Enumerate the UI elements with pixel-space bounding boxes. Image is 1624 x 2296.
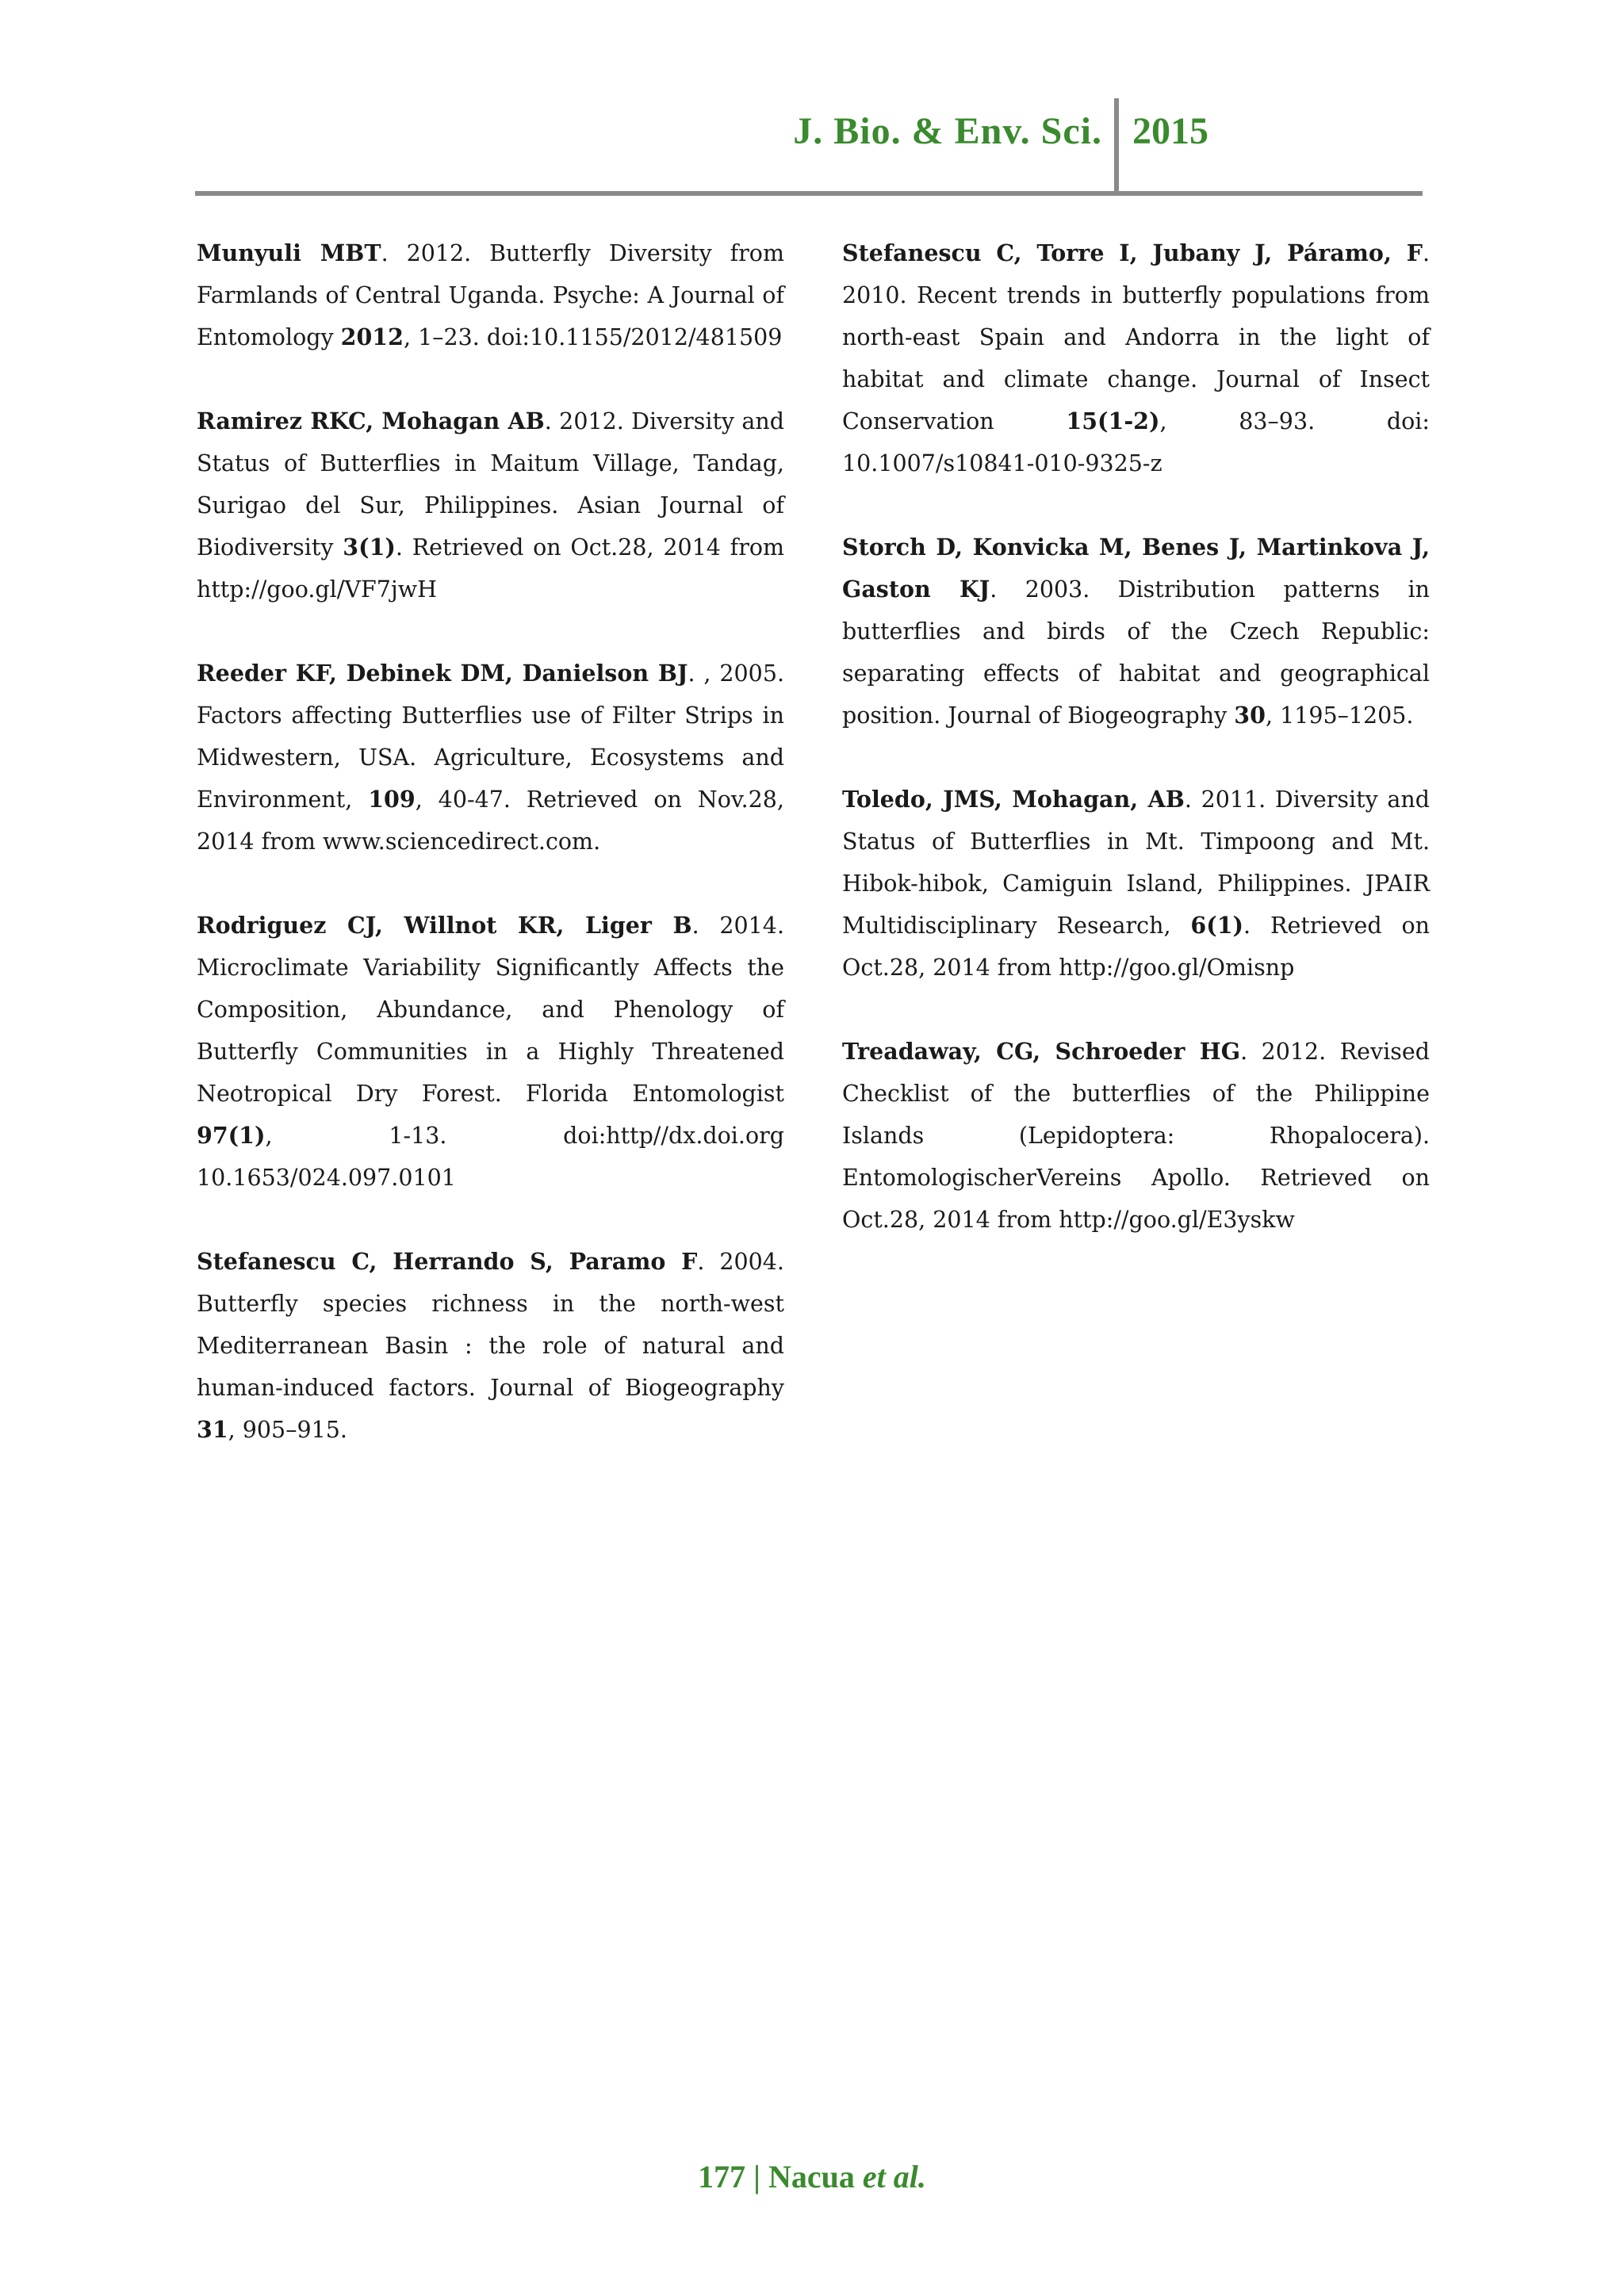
reference-text: , 1–23. doi:10.1155/2012/481509: [403, 324, 783, 350]
reference-authors: Munyuli MBT: [197, 239, 381, 266]
page-footer: [0, 2158, 1624, 2195]
reference-volume: 2012: [340, 323, 404, 350]
reference-entry: [197, 1241, 784, 1451]
reference-volume: 6(1): [1190, 912, 1244, 939]
reference-text: . 2012. Revised Checklist of the butterflies of the Philippine Islands (Lepidoptera: Rhopalocera). EntomologischerVereins Apollo. Retrieved on Oct.28, 2014 from http://goo.gl/E3yskw: [842, 1039, 1431, 1233]
journal-title: J. Bio. & Env. Sci.: [793, 110, 1102, 152]
reference-text: . Retrieved on Oct.28, 2014 from http://goo.gl/Omisnp: [842, 913, 1430, 981]
reference-text: . 2011. Diversity and Status of Butterflies in Mt. Timpoong and Mt. Hibok-hibok, Camiguin Island, Philippines. JPAIR Multidisciplinary Research,: [842, 786, 1430, 939]
reference-text: . 2012. Butterfly Diversity from Farmlands of Central Uganda. Psyche: A Journal of Entomology: [197, 240, 784, 350]
reference-text: . , 2005. Factors affecting Butterflies use of Filter Strips in Midwestern, USA. Agriculture, Ecosystems and Environment,: [197, 660, 785, 813]
reference-authors: Reeder KF, Debinek DM, Danielson BJ: [197, 660, 688, 687]
reference-entry: [197, 232, 784, 358]
reference-entry: [842, 779, 1430, 989]
reference-text: , 1-13. doi:http//dx.doi.org 10.1653/024.097.0101: [197, 1123, 784, 1191]
reference-text: , 1195–1205.: [1265, 702, 1414, 729]
header-divider-horizontal: [195, 191, 1423, 196]
reference-volume: 31: [197, 1416, 228, 1443]
reference-volume: 97(1): [197, 1122, 266, 1149]
page-header: [0, 0, 1624, 206]
reference-authors: Ramirez RKC, Mohagan AB: [197, 408, 545, 434]
reference-entry: [842, 526, 1430, 737]
et-al: et al.: [862, 2159, 926, 2195]
references-right-column: [842, 232, 1430, 1283]
reference-entry: [197, 400, 784, 610]
reference-text: . 2003. Distribution patterns in butterflies and birds of the Czech Republic: separating effects of habitat and geographical position. Journal of Biogeography: [842, 576, 1430, 729]
header-divider-vertical: [1114, 98, 1119, 192]
reference-entry: [197, 905, 784, 1199]
reference-volume: 109: [368, 786, 416, 813]
reference-authors: Rodriguez CJ, Willnot KR, Liger B: [197, 912, 692, 939]
journal-year: 2015: [1132, 110, 1208, 152]
reference-text: . Retrieved on Oct.28, 2014 from http://goo.gl/VF7jwH: [197, 534, 784, 603]
reference-text: . 2004. Butterfly species richness in the north-west Mediterranean Basin : the role of natural and human-induced factors. Journal of Biogeography: [197, 1249, 784, 1401]
reference-authors: Storch D, Konvicka M, Benes J, Martinkova J, Gaston KJ: [842, 534, 1430, 603]
reference-authors: Toledo, JMS, Mohagan, AB: [842, 786, 1185, 813]
reference-authors: Stefanescu C, Torre I, Jubany J, Páramo, F: [842, 239, 1423, 266]
reference-volume: 30: [1234, 702, 1266, 729]
reference-authors: Treadaway, CG, Schroeder HG: [842, 1038, 1241, 1065]
reference-text: , 83–93. doi: 10.1007/s10841-010-9325-z: [842, 408, 1430, 476]
reference-volume: 3(1): [343, 534, 396, 561]
reference-entry: [842, 232, 1430, 484]
reference-text: , 905–915.: [228, 1417, 347, 1443]
reference-entry: [197, 652, 784, 863]
reference-volume: 15(1-2): [1066, 408, 1160, 434]
reference-text: . 2014. Microclimate Variability Significantly Affects the Composition, Abundance, and Phenology of Butterfly Communities in a Highly Threatened Neotropical Dry Forest. Florida Entomologist: [197, 913, 785, 1107]
page-number-author: 177 | Nacua: [698, 2159, 863, 2195]
reference-entry: [842, 1031, 1430, 1241]
reference-text: . 2012. Diversity and Status of Butterflies in Maitum Village, Tandag, Surigao del Sur, Philippines. Asian Journal of Biodiversity: [197, 408, 784, 561]
references-left-column: [197, 232, 784, 1493]
reference-authors: Stefanescu C, Herrando S, Paramo F: [197, 1248, 698, 1275]
reference-text: . 2010. Recent trends in butterfly populations from north-east Spain and Andorra in the light of habitat and climate change. Journal of Insect Conservation: [842, 240, 1430, 434]
reference-text: , 40-47. Retrieved on Nov.28, 2014 from www.sciencedirect.com.: [197, 786, 784, 855]
